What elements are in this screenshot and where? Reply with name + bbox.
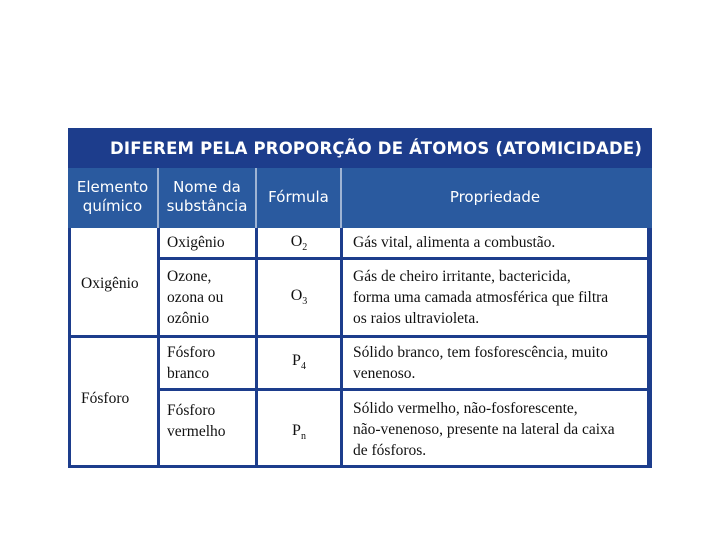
row-rule	[157, 388, 647, 391]
formula-cell	[259, 422, 339, 442]
row-rule	[157, 257, 647, 260]
header-property: Propriedade	[449, 187, 541, 206]
formula-symbol: P	[292, 352, 301, 369]
table-body	[71, 228, 647, 465]
formula-cell	[259, 287, 339, 307]
property-cell: Sólido vermelho, não-fosforescente, não-venenoso, presente na lateral da caixa de fósforos.	[353, 400, 615, 459]
formula-symbol: O	[290, 287, 303, 304]
formula-symbol: O	[290, 233, 303, 250]
formula-symbol: P	[292, 422, 301, 439]
element-oxygen: Oxigênio	[81, 275, 139, 292]
substance-cell: Oxigênio	[167, 234, 225, 251]
header-divider	[255, 168, 257, 228]
formula-subscript: 3	[302, 296, 308, 308]
element-phosphorus: Fósforo	[81, 390, 130, 407]
table-title: DIFEREM PELA PROPORÇÃO DE ÁTOMOS (ATOMICIDADE)	[110, 138, 643, 158]
atomicity-table	[68, 128, 652, 468]
formula-subscript: 4	[300, 361, 306, 373]
table-title-bar	[68, 128, 652, 168]
header-substance: Nome da substância	[166, 178, 248, 215]
substance-cell: Ozone, ozona ou ozônio	[167, 268, 224, 327]
column-rule	[157, 228, 160, 465]
row-rule	[71, 335, 647, 338]
formula-cell	[259, 352, 339, 372]
formula-subscript: 2	[302, 242, 308, 254]
header-divider	[340, 168, 342, 228]
formula-subscript: n	[300, 431, 306, 443]
property-cell: Sólido branco, tem fosforescência, muito venenoso.	[353, 344, 608, 382]
formula-cell	[259, 233, 339, 253]
column-rule	[255, 228, 258, 465]
property-cell: Gás vital, alimenta a combustão.	[353, 234, 556, 251]
property-cell: Gás de cheiro irritante, bactericida, forma uma camada atmosférica que filtra os raios ultravioleta.	[353, 268, 609, 327]
table-header-row	[68, 168, 652, 228]
substance-cell: Fósforo vermelho	[167, 402, 226, 440]
substance-cell: Fósforo branco	[167, 344, 216, 382]
header-formula: Fórmula	[268, 187, 329, 206]
header-element: Elemento químico	[76, 178, 149, 215]
column-rule	[340, 228, 343, 465]
header-divider	[157, 168, 159, 228]
